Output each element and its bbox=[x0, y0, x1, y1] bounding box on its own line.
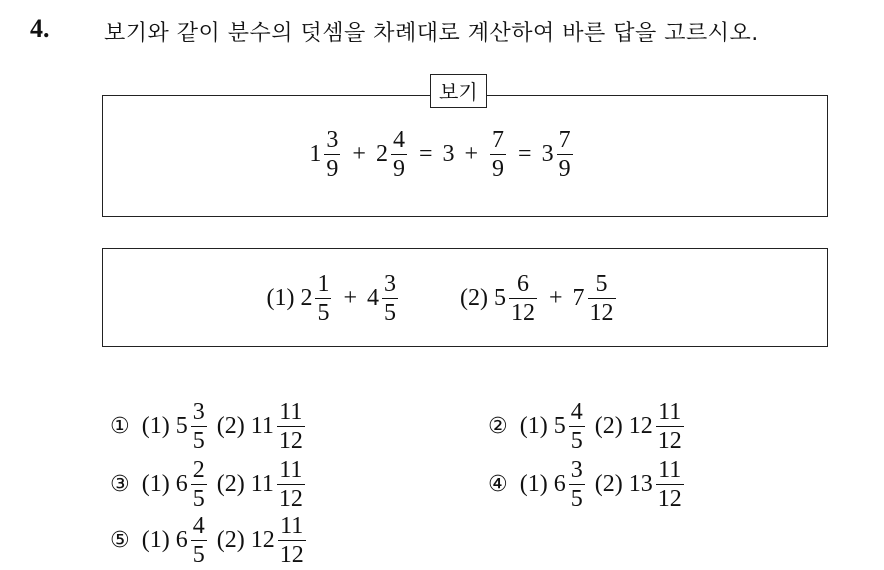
numerator: 3 bbox=[192, 399, 205, 425]
whole-number: 11 bbox=[250, 413, 274, 439]
denominator: 12 bbox=[657, 486, 682, 512]
fraction-sum bbox=[490, 128, 506, 181]
fraction bbox=[191, 458, 207, 511]
choice-part-label: (1) bbox=[519, 413, 548, 439]
numerator: 3 bbox=[570, 457, 583, 483]
denominator: 12 bbox=[510, 300, 535, 326]
whole-number: 6 bbox=[175, 527, 188, 553]
choice-part-label: (2) bbox=[594, 471, 623, 497]
choice-answer-2 bbox=[251, 400, 307, 453]
example-term-2 bbox=[376, 128, 409, 181]
fraction bbox=[191, 514, 207, 567]
choice-answer-2 bbox=[629, 458, 686, 511]
whole-number: 13 bbox=[628, 471, 653, 497]
choice-answer-1 bbox=[176, 458, 209, 511]
fraction bbox=[191, 400, 207, 453]
whole-number: 6 bbox=[553, 471, 566, 497]
fraction bbox=[569, 400, 585, 453]
problem-2-term-b bbox=[573, 272, 618, 325]
choice-part-label: (2) bbox=[216, 413, 245, 439]
plus-sign: + bbox=[548, 285, 563, 311]
problem-label-1: (1) bbox=[266, 285, 295, 311]
choice-part-label: (1) bbox=[141, 527, 170, 553]
equals-sign: = bbox=[518, 141, 532, 167]
answer-choice-1[interactable] bbox=[110, 400, 307, 453]
choice-marker: ① bbox=[110, 414, 130, 439]
choice-answer-1 bbox=[176, 400, 209, 453]
whole-number: 1 bbox=[309, 141, 322, 167]
choice-part-label: (1) bbox=[141, 471, 170, 497]
whole-number: 5 bbox=[175, 413, 188, 439]
choice-answer-1 bbox=[554, 400, 587, 453]
numerator: 4 bbox=[570, 399, 583, 425]
answer-choice-3[interactable] bbox=[110, 458, 307, 511]
numerator: 11 bbox=[280, 513, 304, 539]
fraction bbox=[588, 272, 616, 325]
whole-number: 7 bbox=[572, 285, 585, 311]
choice-part-label: (1) bbox=[141, 413, 170, 439]
problem-1-term-a bbox=[300, 272, 333, 325]
problem-label-2: (2) bbox=[460, 285, 488, 311]
fraction bbox=[557, 128, 573, 181]
whole-number: 5 bbox=[553, 413, 566, 439]
whole-number: 4 bbox=[367, 285, 379, 311]
whole-sum: 3 bbox=[442, 141, 455, 167]
denominator: 5 bbox=[192, 428, 205, 454]
whole-number: 11 bbox=[250, 471, 274, 497]
fraction bbox=[277, 458, 305, 511]
choice-marker: ③ bbox=[110, 472, 130, 497]
choice-part-label: (2) bbox=[216, 527, 245, 553]
denominator: 5 bbox=[570, 486, 583, 512]
numerator: 11 bbox=[658, 457, 682, 483]
choice-marker: ⑤ bbox=[110, 528, 130, 553]
denominator: 12 bbox=[278, 428, 303, 454]
denominator: 5 bbox=[192, 542, 205, 568]
numerator: 3 bbox=[384, 271, 396, 297]
denominator: 12 bbox=[278, 486, 303, 512]
denominator: 5 bbox=[570, 428, 583, 454]
denominator: 12 bbox=[657, 428, 682, 454]
question-text: 보기와 같이 분수의 덧셈을 차례대로 계산하여 바른 답을 고르시오. bbox=[104, 21, 759, 46]
fraction bbox=[382, 272, 398, 325]
choice-part-label: (1) bbox=[519, 471, 548, 497]
fraction bbox=[315, 272, 331, 325]
answer-choice-2[interactable] bbox=[488, 400, 686, 453]
choice-answer-1 bbox=[176, 514, 209, 567]
numerator: 6 bbox=[516, 271, 529, 297]
choice-marker: ④ bbox=[488, 472, 508, 497]
choice-answer-2 bbox=[251, 514, 308, 567]
numerator: 11 bbox=[279, 457, 303, 483]
fraction bbox=[509, 272, 537, 325]
choice-answer-2 bbox=[251, 458, 307, 511]
equals-sign: = bbox=[418, 141, 433, 167]
problem-2-term-a bbox=[494, 272, 539, 325]
numerator: 7 bbox=[558, 127, 571, 153]
question-number: 4. bbox=[30, 14, 50, 43]
numerator: 3 bbox=[326, 127, 339, 153]
denominator: 5 bbox=[317, 300, 330, 326]
example-term-1 bbox=[309, 128, 342, 181]
numerator: 5 bbox=[595, 271, 608, 297]
example-result bbox=[542, 128, 575, 181]
whole-number: 2 bbox=[300, 285, 313, 311]
whole-number: 6 bbox=[175, 471, 188, 497]
example-label: 보기 bbox=[430, 74, 487, 108]
fraction bbox=[391, 128, 407, 181]
denominator: 9 bbox=[392, 156, 405, 182]
fraction bbox=[324, 128, 340, 181]
numerator: 11 bbox=[658, 399, 682, 425]
numerator: 1 bbox=[317, 271, 330, 297]
whole-number: 12 bbox=[250, 527, 275, 553]
fraction bbox=[569, 458, 585, 511]
denominator: 5 bbox=[192, 486, 205, 512]
plus-sign: + bbox=[343, 285, 357, 311]
whole-number: 12 bbox=[628, 413, 653, 439]
problem-1-term-b bbox=[367, 272, 400, 325]
answer-choice-4[interactable] bbox=[488, 458, 686, 511]
numerator: 11 bbox=[279, 399, 303, 425]
whole-number: 5 bbox=[493, 285, 506, 311]
fraction bbox=[656, 458, 684, 511]
whole-number: 3 bbox=[541, 141, 554, 167]
denominator: 9 bbox=[558, 156, 571, 182]
problem-equations bbox=[0, 272, 884, 325]
fraction bbox=[277, 400, 305, 453]
numerator: 2 bbox=[192, 457, 205, 483]
numerator: 4 bbox=[392, 127, 405, 153]
whole-number: 2 bbox=[375, 141, 388, 167]
denominator: 5 bbox=[384, 300, 396, 326]
denominator: 12 bbox=[279, 542, 304, 568]
denominator: 12 bbox=[589, 300, 614, 326]
choice-answer-2 bbox=[629, 400, 686, 453]
denominator: 9 bbox=[326, 156, 339, 182]
fraction bbox=[278, 514, 306, 567]
answer-choice-5[interactable] bbox=[110, 514, 308, 567]
choice-part-label: (2) bbox=[594, 413, 623, 439]
choice-marker: ② bbox=[488, 414, 508, 439]
numerator: 7 bbox=[492, 127, 505, 153]
choice-part-label: (2) bbox=[216, 471, 245, 497]
denominator: 9 bbox=[492, 156, 505, 182]
choice-answer-1 bbox=[554, 458, 587, 511]
fraction bbox=[656, 400, 684, 453]
plus-sign: + bbox=[464, 141, 479, 167]
plus-sign: + bbox=[352, 141, 366, 167]
example-equation bbox=[0, 128, 884, 181]
numerator: 4 bbox=[192, 513, 205, 539]
